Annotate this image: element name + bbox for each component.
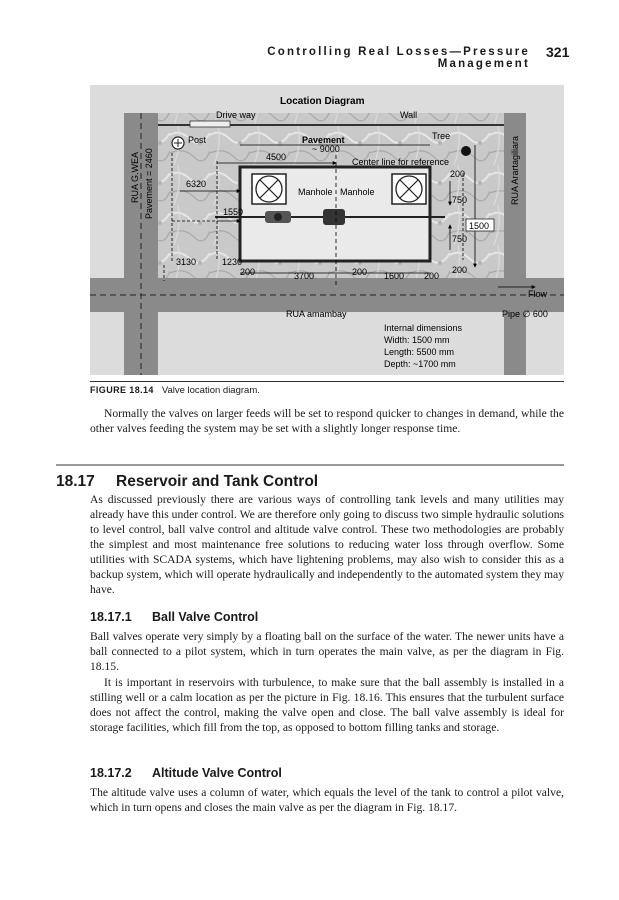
page-number: 321 [546,44,570,60]
label-manhole-right: Manhole [340,187,375,197]
label-dim-3700: 3700 [294,271,315,281]
label-rua-arartagiliara: RUA Arartagiliara [510,135,520,205]
subsection-title-altitude-valve: Altitude Valve Control [152,766,282,780]
figure-caption [90,385,260,396]
section-paragraph: As discussed previously there are various ways of controlling tank levels and many utilities may already have this under control. We are therefore only going to discuss two simple hydraulic solutions to level control, ball valve control and altitude valve control. These two methodologies are probably the simplest and most maintenance free solutions to reducing water loss through overflow. Some utilities with SCADA systems, which have lightening problems, may also wish to consider this as a backup system, which will operate hydraulically and independently to the automated system they may have. [90,493,564,596]
drive-way [190,121,230,127]
label-dim-1500: 1500 [469,221,490,231]
label-rua-gwea: RUA G.WEA [130,151,140,203]
label-drive-way: Drive way [216,110,256,120]
label-dim-750-top: 750 [452,195,468,205]
label-dim-200-d: 200 [452,265,468,275]
label-center-line: Center line for reference [352,157,450,167]
altitude-valve-paragraph: The altitude valve uses a column of water, which equals the level of the tank to control a pilot valve, which in turn opens and closes the main valve as per the diagram in Fig. 18.17. [90,786,564,814]
label-dim-200-b: 200 [352,267,368,277]
ball-valve-paragraph-2: It is important in reservoirs with turbulence, to make sure that the ball assembly is installed in a stilling well or a calm location as per the picture in Fig. 18.16. This ensures that the turbulent surface does not affect the control, making the valve open and close. The ball valve assembly is ideal for storage facilities, which fill from the top, as opposed to bottom filling tanks and storage. [90,676,564,734]
label-dim-3130: 3130 [176,257,197,267]
running-header: Controlling Real Losses—Pressure Management [267,46,530,70]
label-depth: Depth: ~1700 mm [384,359,456,369]
section-number: 18.17 [56,473,95,490]
subsection-heading-altitude-valve [90,766,282,780]
section-heading [56,473,318,491]
label-dim-750-bottom: 750 [452,234,468,244]
label-pavement: Pavement [302,135,345,145]
label-dim-1600: 1600 [384,271,405,281]
label-rua-amambay: RUA amambay [286,309,347,319]
label-dim-6320: 6320 [186,179,207,189]
subsection-title-ball-valve: Ball Valve Control [152,610,259,624]
figure-caption-label: FIGURE 18.14 [90,385,154,395]
label-wall: Wall [400,110,418,120]
label-pavement-2460: Pavement = 2460 [144,148,154,219]
label-tree: Tree [432,131,451,141]
location-diagram-figure [90,85,564,375]
label-length: Length: 5500 mm [384,347,455,357]
tree-icon [461,146,471,156]
label-manhole-left: Manhole [298,187,333,197]
label-dim-1230: 1230 [222,257,243,267]
label-pavement-value: ~ 9000 [312,144,340,154]
label-internal-dimensions: Internal dimensions [384,323,463,333]
valve-body-right [323,209,345,225]
label-dim-200-top: 200 [450,169,466,179]
label-dim-200-c: 200 [424,271,440,281]
figure-rule [90,381,564,382]
label-width: Width: 1500 mm [384,335,450,345]
label-pipe: Pipe ∅ 600 [502,309,548,319]
section-title: Reservoir and Tank Control [116,473,319,490]
diagram-title: Location Diagram [280,96,365,107]
ball-valve-paragraph-1: Ball valves operate very simply by a floating ball on the surface of the water. The newer units have a ball connected to a pilot system, which in turn operates the main valve, as per the diagram in Fig. 18.15. [90,630,564,673]
subsection-number-ball-valve: 18.17.1 [90,610,132,624]
label-dim-4500: 4500 [266,152,287,162]
label-dim-200-a: 200 [240,267,256,277]
label-dim-1550: 1550 [223,207,244,217]
subsection-heading-ball-valve [90,610,258,624]
location-diagram [90,85,564,375]
section-rule [56,464,564,466]
subsection-number-altitude-valve: 18.17.2 [90,766,132,780]
figure-caption-text: Valve location diagram. [161,385,260,396]
label-flow: Flow [528,289,548,299]
label-post: Post [188,135,207,145]
post-icon [172,137,184,149]
intro-paragraph: Normally the valves on larger feeds will be set to respond quicker to changes in demand, while the other valves feeding the system may be set with a slightly longer response time. [90,407,564,435]
